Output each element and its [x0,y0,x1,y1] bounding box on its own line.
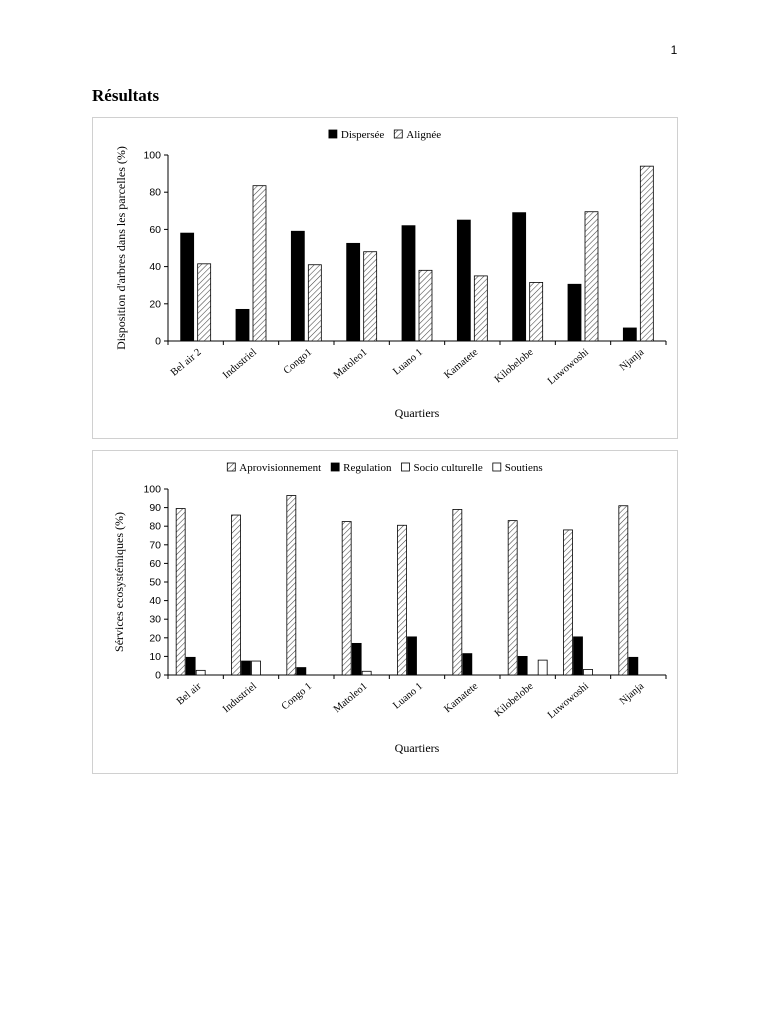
c2-y-tick-label-3: 30 [149,613,161,626]
page-title: Résultats [92,86,160,105]
c2-y-tick-label-5: 50 [149,576,161,589]
c2-bar-1-4 [342,522,351,675]
c1-y-tick-label-0: 0 [155,335,161,348]
c2-y-axis-title: Sérvices ecosystémiques (%) [112,512,126,652]
c2-legend-swatch-2 [331,463,339,471]
c1-bar-2-9 [640,166,653,341]
c2-category-label-2: Industriel [221,680,259,716]
c2-bar-1-6 [453,509,462,675]
c1-category-label-2: Industriel [221,346,259,382]
c1-legend [329,129,441,141]
c1-category-label-8: Luwowoshi [545,346,591,388]
c2-category-label-9: Njanja [617,680,647,708]
c2-bar-2-4 [352,643,361,675]
c2-bar-4-7 [538,660,547,675]
c2-bar-2-8 [574,637,583,675]
c2-category-label-5: Luano 1 [391,680,425,712]
chart-tree-arrangement [92,117,678,439]
c2-y-tick-label-8: 80 [149,520,161,533]
c2-category-label-3: Congo 1 [279,680,315,713]
c2-bar-1-3 [287,496,296,675]
c1-category-label-3: Congo1 [281,346,315,377]
c2-category-label-8: Luwowoshi [545,680,591,722]
chart-ecosystem-services [92,450,678,774]
c2-bar-1-2 [232,515,241,675]
c2-bar-3-2 [252,661,261,675]
c1-category-label-4: Matoleo1 [331,346,370,382]
c1-category-label-7: Kilobelobe [492,346,536,386]
c2-bar-1-7 [508,521,517,675]
c1-bar-1-8 [568,284,581,341]
c1-y-axis-title: Disposition d'arbres dans les parcelles (%) [114,146,128,350]
c2-legend-label-3: Socio culturelle [413,462,483,474]
c1-bar-1-7 [513,213,526,341]
c1-category-label-9: Njanja [617,346,647,374]
c2-legend-swatch-3 [401,463,409,471]
c1-bar-2-7 [530,282,543,341]
c2-category-label-6: Kamatete [442,680,481,716]
c2-bar-3-4 [362,671,371,675]
c2-legend-label-4: Soutiens [504,462,543,474]
c2-y-tick-label-6: 60 [149,557,161,570]
c1-bar-1-4 [347,243,360,341]
c2-y-tick-label-4: 40 [149,595,161,608]
c1-bar-1-3 [291,231,304,341]
c1-y-tick-label-4: 80 [149,186,161,199]
c1-bar-2-5 [419,270,432,341]
c1-bar-2-4 [364,252,377,341]
c2-bar-2-5 [408,637,417,675]
c1-category-label-5: Luano 1 [391,346,425,378]
c2-category-label-4: Matoleo1 [331,680,370,716]
c1-bar-2-2 [253,186,266,341]
c1-legend-label-2: Alignée [406,129,442,141]
c1-bar-2-1 [198,264,211,341]
chart-tree-arrangement-svg [93,118,677,438]
c2-legend [227,462,542,474]
c2-y-tick-label-7: 70 [149,539,161,552]
c1-bar-2-3 [308,265,321,341]
c2-y-tick-label-10: 100 [143,483,161,496]
c2-bar-2-3 [297,668,306,675]
c2-legend-swatch-4 [493,463,501,471]
c1-bar-1-2 [236,309,249,341]
c1-bar-2-6 [474,276,487,341]
c2-bar-2-6 [463,654,472,675]
c2-legend-label-1: Aprovisionnement [239,462,322,474]
c1-bar-1-6 [457,220,470,341]
c1-legend-swatch-1 [329,130,337,138]
c1-x-axis-title: Quartiers [394,406,440,420]
chart-ecosystem-services-svg [93,451,677,773]
c2-bar-2-2 [242,661,251,675]
c2-bar-1-5 [398,525,407,675]
c1-category-label-1: Bel air 2 [168,346,204,379]
c1-y-tick-label-2: 40 [149,261,161,274]
c2-bar-1-1 [176,509,185,675]
c1-y-tick-label-5: 100 [143,149,161,162]
c2-bar-1-9 [619,506,628,675]
c2-y-tick-label-2: 20 [149,632,161,645]
page-number: 1 [670,43,678,57]
c1-y-tick-label-1: 20 [149,298,161,311]
c2-bar-2-9 [629,657,638,675]
c2-bar-3-1 [196,670,205,675]
c1-legend-label-1: Dispersée [340,129,385,141]
c2-category-label-1: Bel air [174,680,204,708]
c1-bar-1-9 [623,328,636,341]
c2-legend-swatch-1 [227,463,235,471]
c2-x-axis-title: Quartiers [394,741,440,755]
c1-bar-2-8 [585,212,598,341]
c2-bar-2-7 [518,656,527,675]
c2-bar-2-1 [186,657,195,675]
c2-bar-1-8 [564,530,573,675]
c1-bar-1-5 [402,226,415,341]
c1-category-label-6: Kamatete [442,346,481,382]
c2-y-tick-label-0: 0 [155,669,161,682]
c2-legend-label-2: Regulation [343,462,392,474]
c2-category-label-7: Kilobelobe [492,680,536,720]
c2-y-tick-label-1: 10 [149,650,161,663]
c1-legend-swatch-2 [394,130,402,138]
c2-bar-3-8 [584,669,593,675]
c1-bar-1-1 [181,233,194,341]
c2-y-tick-label-9: 90 [149,502,161,515]
c1-y-tick-label-3: 60 [149,223,161,236]
